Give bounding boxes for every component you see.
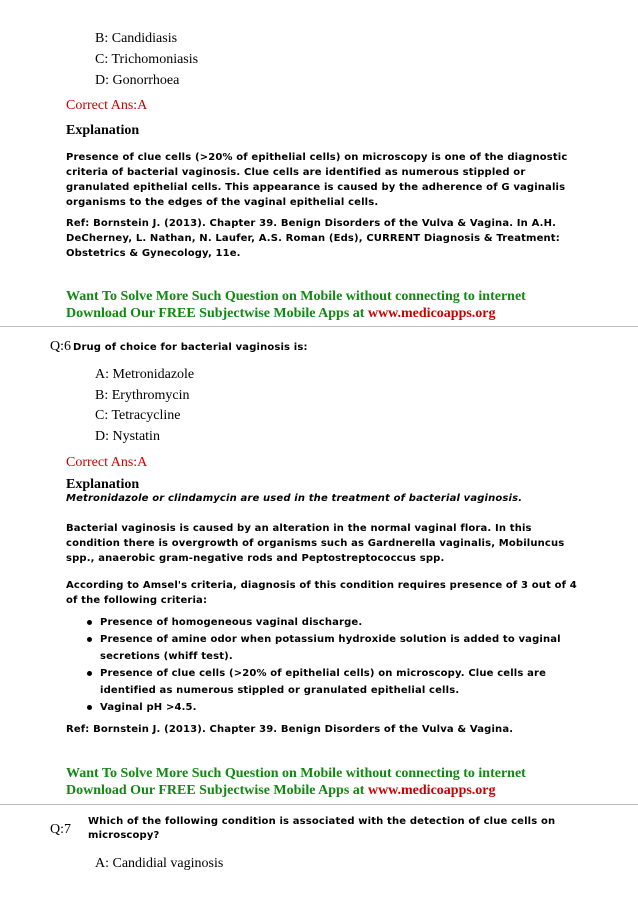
option-b: B: Erythromycin: [95, 388, 190, 403]
reference-text: Ref: Bornstein J. (2013). Chapter 39. Benign Disorders of the Vulva & Vagina.: [66, 724, 514, 735]
promo-line-2: [66, 305, 526, 322]
divider: [0, 326, 638, 327]
bullet-icon: [87, 671, 92, 676]
question-number: Q:6: [50, 339, 71, 354]
option-a: A: Metronidazole: [95, 367, 195, 382]
correct-answer: Correct Ans:A: [66, 455, 148, 470]
promo-block: [66, 765, 526, 799]
promo-line-1: Want To Solve More Such Question on Mobile without connecting to internet: [66, 289, 526, 304]
explanation-summary: Metronidazole or clindamycin are used in the treatment of bacterial vaginosis.: [66, 493, 523, 504]
option-a: A: Candidial vaginosis: [95, 856, 224, 871]
promo-line-2: [66, 782, 526, 799]
bullet-icon: [87, 705, 92, 710]
promo-text: Download Our FREE Subjectwise Mobile Apps at: [66, 306, 368, 321]
option-b: B: Candidiasis: [95, 31, 178, 46]
option-c: C: Tetracycline: [95, 408, 181, 423]
promo-link[interactable]: www.medicoapps.org: [367, 306, 496, 321]
bullet-icon: [87, 637, 92, 642]
promo-text: Download Our FREE Subjectwise Mobile Apps at: [66, 783, 368, 798]
question-number: Q:7: [50, 822, 71, 837]
option-d: D: Gonorrhoea: [95, 73, 180, 88]
reference-text: Ref: Bornstein J. (2013). Chapter 39. Benign Disorders of the Vulva & Vagina. In A.H. DeCherney, L. Nathan, N. Laufer, A.S. Roman (Eds), CURRENT Diagnosis & Treatment: Obstetrics & Gynecology, 11e.: [66, 218, 560, 259]
list-item: Presence of amine odor when potassium hydroxide solution is added to vaginal secretions (whiff test).: [74, 631, 574, 665]
list-item: Vaginal pH >4.5.: [74, 699, 574, 716]
list-item: Presence of homogeneous vaginal discharge.: [74, 614, 574, 631]
option-d: D: Nystatin: [95, 429, 160, 444]
question-text: Drug of choice for bacterial vaginosis is:: [73, 342, 308, 353]
promo-link[interactable]: www.medicoapps.org: [367, 783, 496, 798]
explanation-heading: Explanation: [66, 123, 140, 138]
criteria-list: [74, 614, 574, 716]
divider: [0, 804, 638, 805]
list-item: Presence of clue cells (>20% of epithelial cells) on microscopy. Clue cells are identified as numerous stippled or granulated epithelial cells.: [74, 665, 574, 699]
promo-block: [66, 288, 526, 322]
question-text: Which of the following condition is associated with the detection of clue cells on microscopy?: [88, 816, 556, 841]
correct-answer: Correct Ans:A: [66, 98, 148, 113]
explanation-paragraph: Presence of clue cells (>20% of epithelial cells) on microscopy is one of the diagnostic criteria of bacterial vaginosis. Clue cells are identified as numerous stippled or granulated epithelial cells. This appearance is caused by the adherence of G vaginalis organisms to the edges of the vaginal epithelial cells.: [66, 152, 568, 208]
promo-line-1: Want To Solve More Such Question on Mobile without connecting to internet: [66, 766, 526, 781]
bullet-icon: [87, 620, 92, 625]
option-c: C: Trichomoniasis: [95, 52, 199, 67]
criteria-intro: According to Amsel's criteria, diagnosis of this condition requires presence of 3 out of 4 of the following criteria:: [66, 580, 577, 606]
explanation-paragraph: Bacterial vaginosis is caused by an alteration in the normal vaginal flora. In this condition there is overgrowth of organisms such as Gardnerella vaginalis, Mobiluncus spp., anaerobic gram-negative rods and Peptostreptococcus spp.: [66, 523, 565, 564]
explanation-heading: Explanation: [66, 477, 140, 492]
